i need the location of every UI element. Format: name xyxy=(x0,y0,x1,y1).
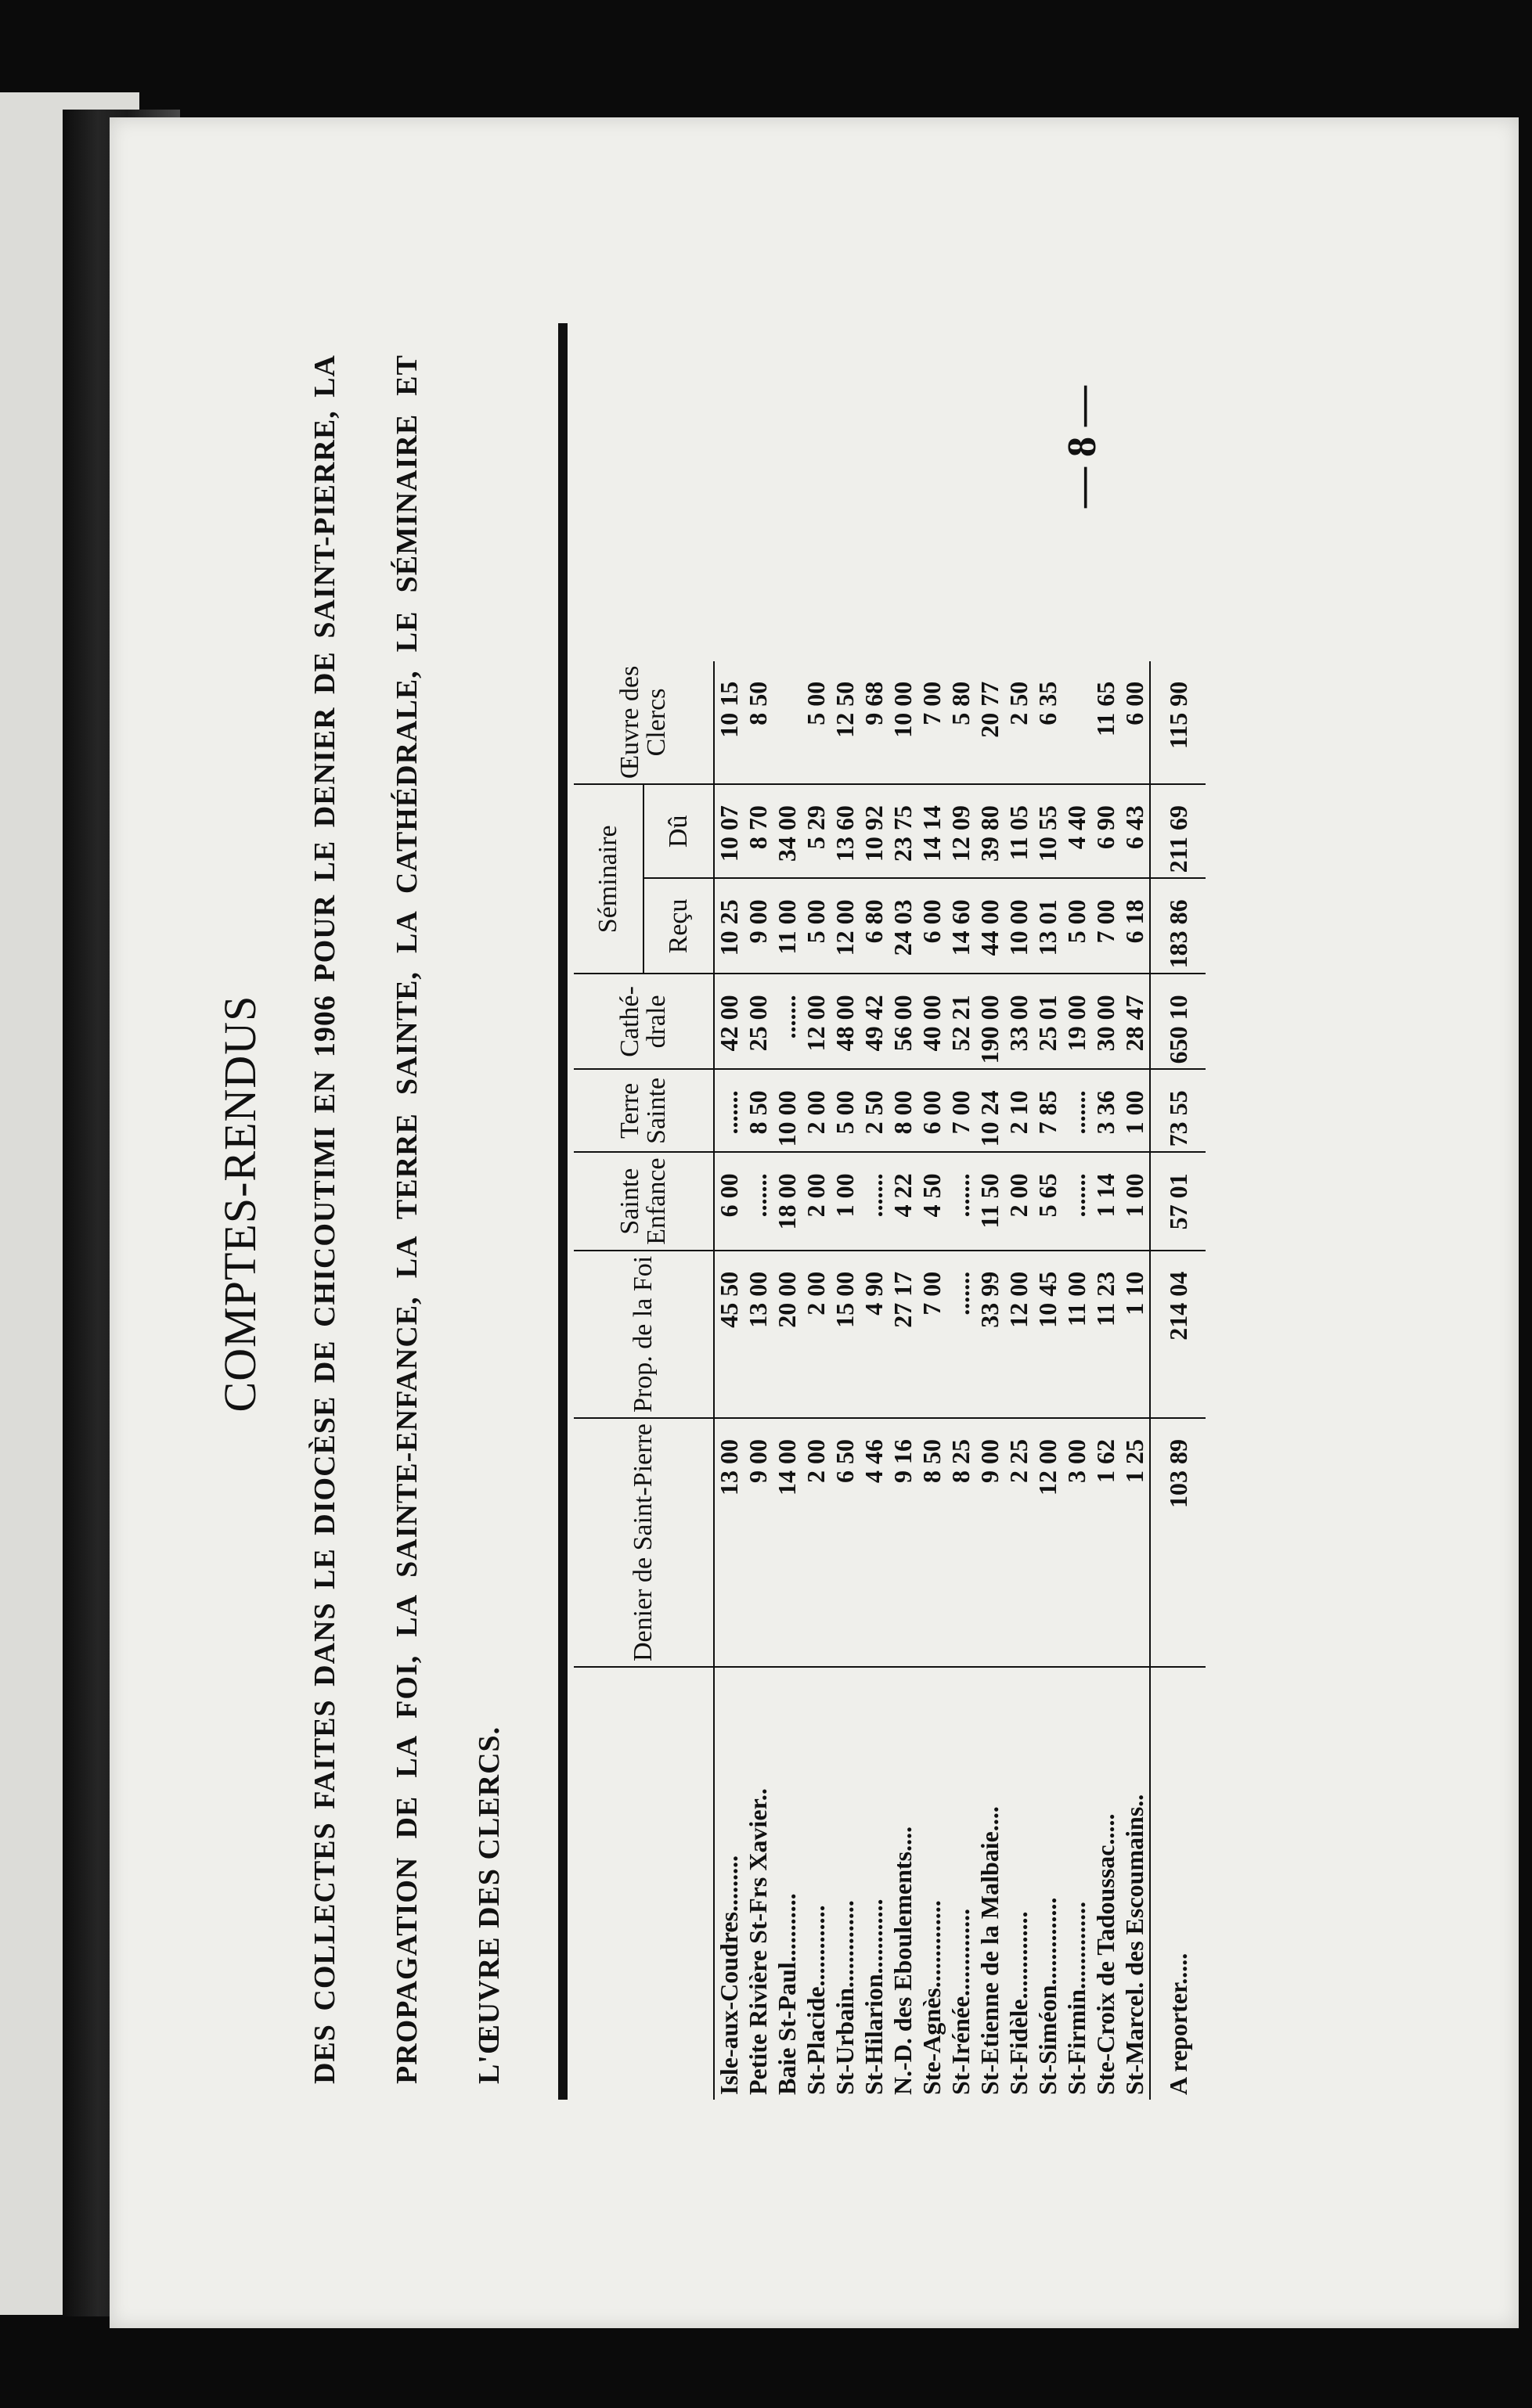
cell-prop: 15 00 xyxy=(831,1251,860,1418)
cell-cath: 52 21 xyxy=(946,974,975,1069)
cell-du: 5 29 xyxy=(802,784,831,878)
header-cath-line1: Cathé- xyxy=(615,986,644,1057)
cell-cath: 12 00 xyxy=(802,974,831,1069)
cell-denier: 3 00 xyxy=(1062,1418,1091,1667)
cell-recu: 24 03 xyxy=(889,878,917,974)
cell-du: 12 09 xyxy=(946,784,975,878)
cell-du: 39 80 xyxy=(975,784,1004,878)
cell-terre: 2 50 xyxy=(860,1069,889,1152)
table-row xyxy=(946,661,975,2100)
cell-enfance: 4 22 xyxy=(889,1152,917,1250)
total-terre: 73 55 xyxy=(1150,1069,1206,1152)
cell-cath: ....... xyxy=(773,974,802,1069)
cell-name: St-Irénée.............. xyxy=(946,1908,975,2095)
cell-du: 8 70 xyxy=(744,784,773,878)
page-number: — 8 — xyxy=(1060,386,1105,508)
cell-terre: 5 00 xyxy=(831,1069,860,1152)
cell-prop: 20 00 xyxy=(773,1251,802,1418)
header-du: Dû xyxy=(643,784,714,878)
table-row xyxy=(860,661,889,2100)
header-terre-line1: Terre xyxy=(615,1082,644,1139)
header-terre-line2: Sainte xyxy=(642,1077,671,1144)
cell-recu: 5 00 xyxy=(1062,878,1091,974)
table-row xyxy=(744,661,773,2100)
total-enfance: 57 01 xyxy=(1150,1152,1206,1250)
cell-cath: 30 00 xyxy=(1091,974,1120,1069)
cell-du: 14 14 xyxy=(917,784,946,878)
cell-oeuvre: 8 50 xyxy=(744,661,773,784)
table-row xyxy=(917,661,946,2100)
cell-prop: 7 00 xyxy=(917,1251,946,1418)
table-row xyxy=(831,661,860,2100)
cell-cath: 19 00 xyxy=(1062,974,1091,1069)
cell-du: 4 40 xyxy=(1062,784,1091,878)
cell-prop: 11 00 xyxy=(1062,1251,1091,1418)
header-oeuvre-line2: Clercs xyxy=(642,688,671,757)
cell-prop: 11 23 xyxy=(1091,1251,1120,1418)
cell-oeuvre: 6 35 xyxy=(1033,661,1062,784)
cell-enfance: 5 65 xyxy=(1033,1152,1062,1250)
cell-recu: 7 00 xyxy=(1091,878,1120,974)
table-row xyxy=(1062,661,1091,2100)
total-name: A reporter..... xyxy=(1150,1667,1206,2100)
cell-oeuvre xyxy=(1062,661,1091,784)
header-parish xyxy=(574,1667,714,2100)
header-enfance xyxy=(574,1152,714,1250)
cell-denier: 1 25 xyxy=(1120,1418,1150,1667)
cell-oeuvre: 10 15 xyxy=(714,661,744,784)
cell-oeuvre xyxy=(773,661,802,784)
cell-enfance: ....... xyxy=(946,1152,975,1250)
cell-terre: 8 50 xyxy=(744,1069,773,1152)
cell-oeuvre: 6 00 xyxy=(1120,661,1150,784)
cell-du: 10 55 xyxy=(1033,784,1062,878)
header-seminaire: Séminaire xyxy=(574,784,643,974)
table-row xyxy=(975,661,1004,2100)
total-recu: 183 86 xyxy=(1150,878,1206,974)
cell-oeuvre: 2 50 xyxy=(1004,661,1033,784)
table-header-row xyxy=(574,661,643,2100)
header-oeuvre-line1: Œuvre des xyxy=(615,665,644,779)
table-top-rule xyxy=(558,323,568,2100)
cell-denier: 14 00 xyxy=(773,1418,802,1667)
cell-name: St-Placide............. xyxy=(802,1905,830,2095)
table-row xyxy=(1004,661,1033,2100)
cell-name: St-Firmin.............. xyxy=(1062,1901,1090,2095)
cell-oeuvre: 12 50 xyxy=(831,661,860,784)
cell-cath: 56 00 xyxy=(889,974,917,1069)
header-recu: Reçu xyxy=(643,878,714,974)
table-row xyxy=(773,661,802,2100)
cell-prop: 1 10 xyxy=(1120,1251,1150,1418)
cell-cath: 42 00 xyxy=(714,974,744,1069)
header-cath-line2: drale xyxy=(642,995,671,1049)
cell-du: 11 05 xyxy=(1004,784,1033,878)
table-row xyxy=(714,661,744,2100)
cell-recu: 12 00 xyxy=(831,878,860,974)
cell-oeuvre: 20 77 xyxy=(975,661,1004,784)
cell-denier: 13 00 xyxy=(714,1418,744,1667)
cell-du: 10 92 xyxy=(860,784,889,878)
table-body xyxy=(714,661,1206,2100)
cell-prop: ....... xyxy=(946,1251,975,1418)
page-content xyxy=(190,292,1341,2115)
cell-prop: 13 00 xyxy=(744,1251,773,1418)
cell-denier: 2 25 xyxy=(1004,1418,1033,1667)
page-subtitle: DES COLLECTES FAITES DANS LE DIOCÈSE DE CHICOUTIMI EN 1906 POUR LE DENIER DE SAINT-PIERRE, LA PROPAGATION DE LA FOI, LA SAINTE-ENFANCE, LA TERRE SAINTE, LA CATHÉDRALE, LE SÉMINAIRE ET L'ŒUVRE DES CLERCS. xyxy=(308,355,506,2084)
cell-denier: 9 16 xyxy=(889,1418,917,1667)
cell-enfance: 18 00 xyxy=(773,1152,802,1250)
total-row xyxy=(1150,661,1206,2100)
cell-terre: 3 36 xyxy=(1091,1069,1120,1152)
cell-terre: 1 00 xyxy=(1120,1069,1150,1152)
cell-terre: ....... xyxy=(714,1069,744,1152)
table-row xyxy=(889,661,917,2100)
cell-enfance: 4 50 xyxy=(917,1152,946,1250)
cell-recu: 44 00 xyxy=(975,878,1004,974)
cell-enfance: 1 00 xyxy=(831,1152,860,1250)
header-denier: Denier de Saint-Pierre xyxy=(574,1418,714,1667)
cell-recu: 11 00 xyxy=(773,878,802,974)
cell-prop: 27 17 xyxy=(889,1251,917,1418)
cell-cath: 48 00 xyxy=(831,974,860,1069)
header-oeuvre xyxy=(574,661,714,784)
cell-prop: 2 00 xyxy=(802,1251,831,1418)
cell-cath: 33 00 xyxy=(1004,974,1033,1069)
cell-denier: 9 00 xyxy=(744,1418,773,1667)
cell-du: 6 90 xyxy=(1091,784,1120,878)
cell-oeuvre: 11 65 xyxy=(1091,661,1120,784)
cell-enfance: 1 00 xyxy=(1120,1152,1150,1250)
cell-enfance: 2 00 xyxy=(1004,1152,1033,1250)
cell-terre: ....... xyxy=(1062,1069,1091,1152)
cell-denier: 8 50 xyxy=(917,1418,946,1667)
cell-oeuvre: 5 80 xyxy=(946,661,975,784)
cell-name: St-Siméon.............. xyxy=(1033,1897,1062,2095)
cell-du: 23 75 xyxy=(889,784,917,878)
cell-enfance: 1 14 xyxy=(1091,1152,1120,1250)
cell-terre: 7 00 xyxy=(946,1069,975,1152)
total-oeuvre: 115 90 xyxy=(1150,661,1206,784)
cell-recu: 10 25 xyxy=(714,878,744,974)
cell-cath: 28 47 xyxy=(1120,974,1150,1069)
cell-prop: 4 90 xyxy=(860,1251,889,1418)
cell-terre: 10 24 xyxy=(975,1069,1004,1152)
total-prop: 214 04 xyxy=(1150,1251,1206,1418)
cell-du: 34 00 xyxy=(773,784,802,878)
cell-name: St-Urbain.............. xyxy=(831,1900,859,2095)
cell-cath: 25 00 xyxy=(744,974,773,1069)
cell-cath: 25 01 xyxy=(1033,974,1062,1069)
cell-terre: 2 10 xyxy=(1004,1069,1033,1152)
cell-recu: 10 00 xyxy=(1004,878,1033,974)
cell-terre: 7 85 xyxy=(1033,1069,1062,1152)
cell-prop: 45 50 xyxy=(714,1251,744,1418)
total-denier: 103 89 xyxy=(1150,1418,1206,1667)
cell-denier: 4 46 xyxy=(860,1418,889,1667)
cell-oeuvre: 10 00 xyxy=(889,661,917,784)
cell-oeuvre: 5 00 xyxy=(802,661,831,784)
table-row xyxy=(1120,661,1150,2100)
cell-enfance: 2 00 xyxy=(802,1152,831,1250)
cell-enfance: ....... xyxy=(1062,1152,1091,1250)
cell-enfance: ....... xyxy=(860,1152,889,1250)
cell-recu: 14 60 xyxy=(946,878,975,974)
cell-cath: 49 42 xyxy=(860,974,889,1069)
cell-prop: 10 45 xyxy=(1033,1251,1062,1418)
cell-cath: 40 00 xyxy=(917,974,946,1069)
cell-oeuvre: 9 68 xyxy=(860,661,889,784)
cell-name: N.-D. des Eboulements.... xyxy=(889,1826,917,2095)
cell-denier: 8 25 xyxy=(946,1418,975,1667)
cell-denier: 2 00 xyxy=(802,1418,831,1667)
total-du: 211 69 xyxy=(1150,784,1206,878)
header-enfance-line1: Sainte xyxy=(615,1168,644,1235)
cell-enfance: 6 00 xyxy=(714,1152,744,1250)
cell-denier: 12 00 xyxy=(1033,1418,1062,1667)
cell-du: 10 07 xyxy=(714,784,744,878)
cell-du: 13 60 xyxy=(831,784,860,878)
cell-recu: 13 01 xyxy=(1033,878,1062,974)
cell-name: St-Marcel. des Escoumains.. xyxy=(1120,1794,1148,2095)
cell-prop: 12 00 xyxy=(1004,1251,1033,1418)
cell-prop: 33 99 xyxy=(975,1251,1004,1418)
cell-denier: 9 00 xyxy=(975,1418,1004,1667)
cell-recu: 6 80 xyxy=(860,878,889,974)
cell-name: St-Fidèle.............. xyxy=(1004,1911,1033,2095)
header-cathedrale xyxy=(574,974,714,1069)
cell-terre: 8 00 xyxy=(889,1069,917,1152)
cell-terre: 10 00 xyxy=(773,1069,802,1152)
cell-oeuvre: 7 00 xyxy=(917,661,946,784)
cell-denier: 6 50 xyxy=(831,1418,860,1667)
cell-du: 6 43 xyxy=(1120,784,1150,878)
cell-recu: 5 00 xyxy=(802,878,831,974)
cell-enfance: ....... xyxy=(744,1152,773,1250)
cell-name: St-Hilarion............ xyxy=(860,1899,888,2095)
cell-name: Baie St-Paul........... xyxy=(773,1893,801,2095)
header-enfance-line2: Enfance xyxy=(642,1157,671,1245)
cell-enfance: 11 50 xyxy=(975,1152,1004,1250)
collections-table xyxy=(574,661,1206,2100)
table-row xyxy=(1091,661,1120,2100)
cell-name: Ste-Agnès.............. xyxy=(917,1900,946,2095)
header-prop: Prop. de la Foi xyxy=(574,1251,714,1418)
cell-name: Petite Rivière St-Frs Xavier.. xyxy=(744,1788,772,2095)
cell-denier: 1 62 xyxy=(1091,1418,1120,1667)
cell-terre: 2 00 xyxy=(802,1069,831,1152)
cell-recu: 6 18 xyxy=(1120,878,1150,974)
cell-name: Ste-Croix de Tadoussac..... xyxy=(1091,1813,1119,2095)
table-row xyxy=(1033,661,1062,2100)
total-cath: 650 10 xyxy=(1150,974,1206,1069)
cell-terre: 6 00 xyxy=(917,1069,946,1152)
cell-name: Isle-aux-Coudres......... xyxy=(715,1855,743,2095)
cell-recu: 6 00 xyxy=(917,878,946,974)
page-title: COMPTES-RENDUS xyxy=(214,995,265,1413)
header-terre xyxy=(574,1069,714,1152)
cell-name: St-Etienne de la Malbaie.... xyxy=(975,1806,1004,2095)
table-row xyxy=(802,661,831,2100)
cell-cath: 190 00 xyxy=(975,974,1004,1069)
cell-recu: 9 00 xyxy=(744,878,773,974)
